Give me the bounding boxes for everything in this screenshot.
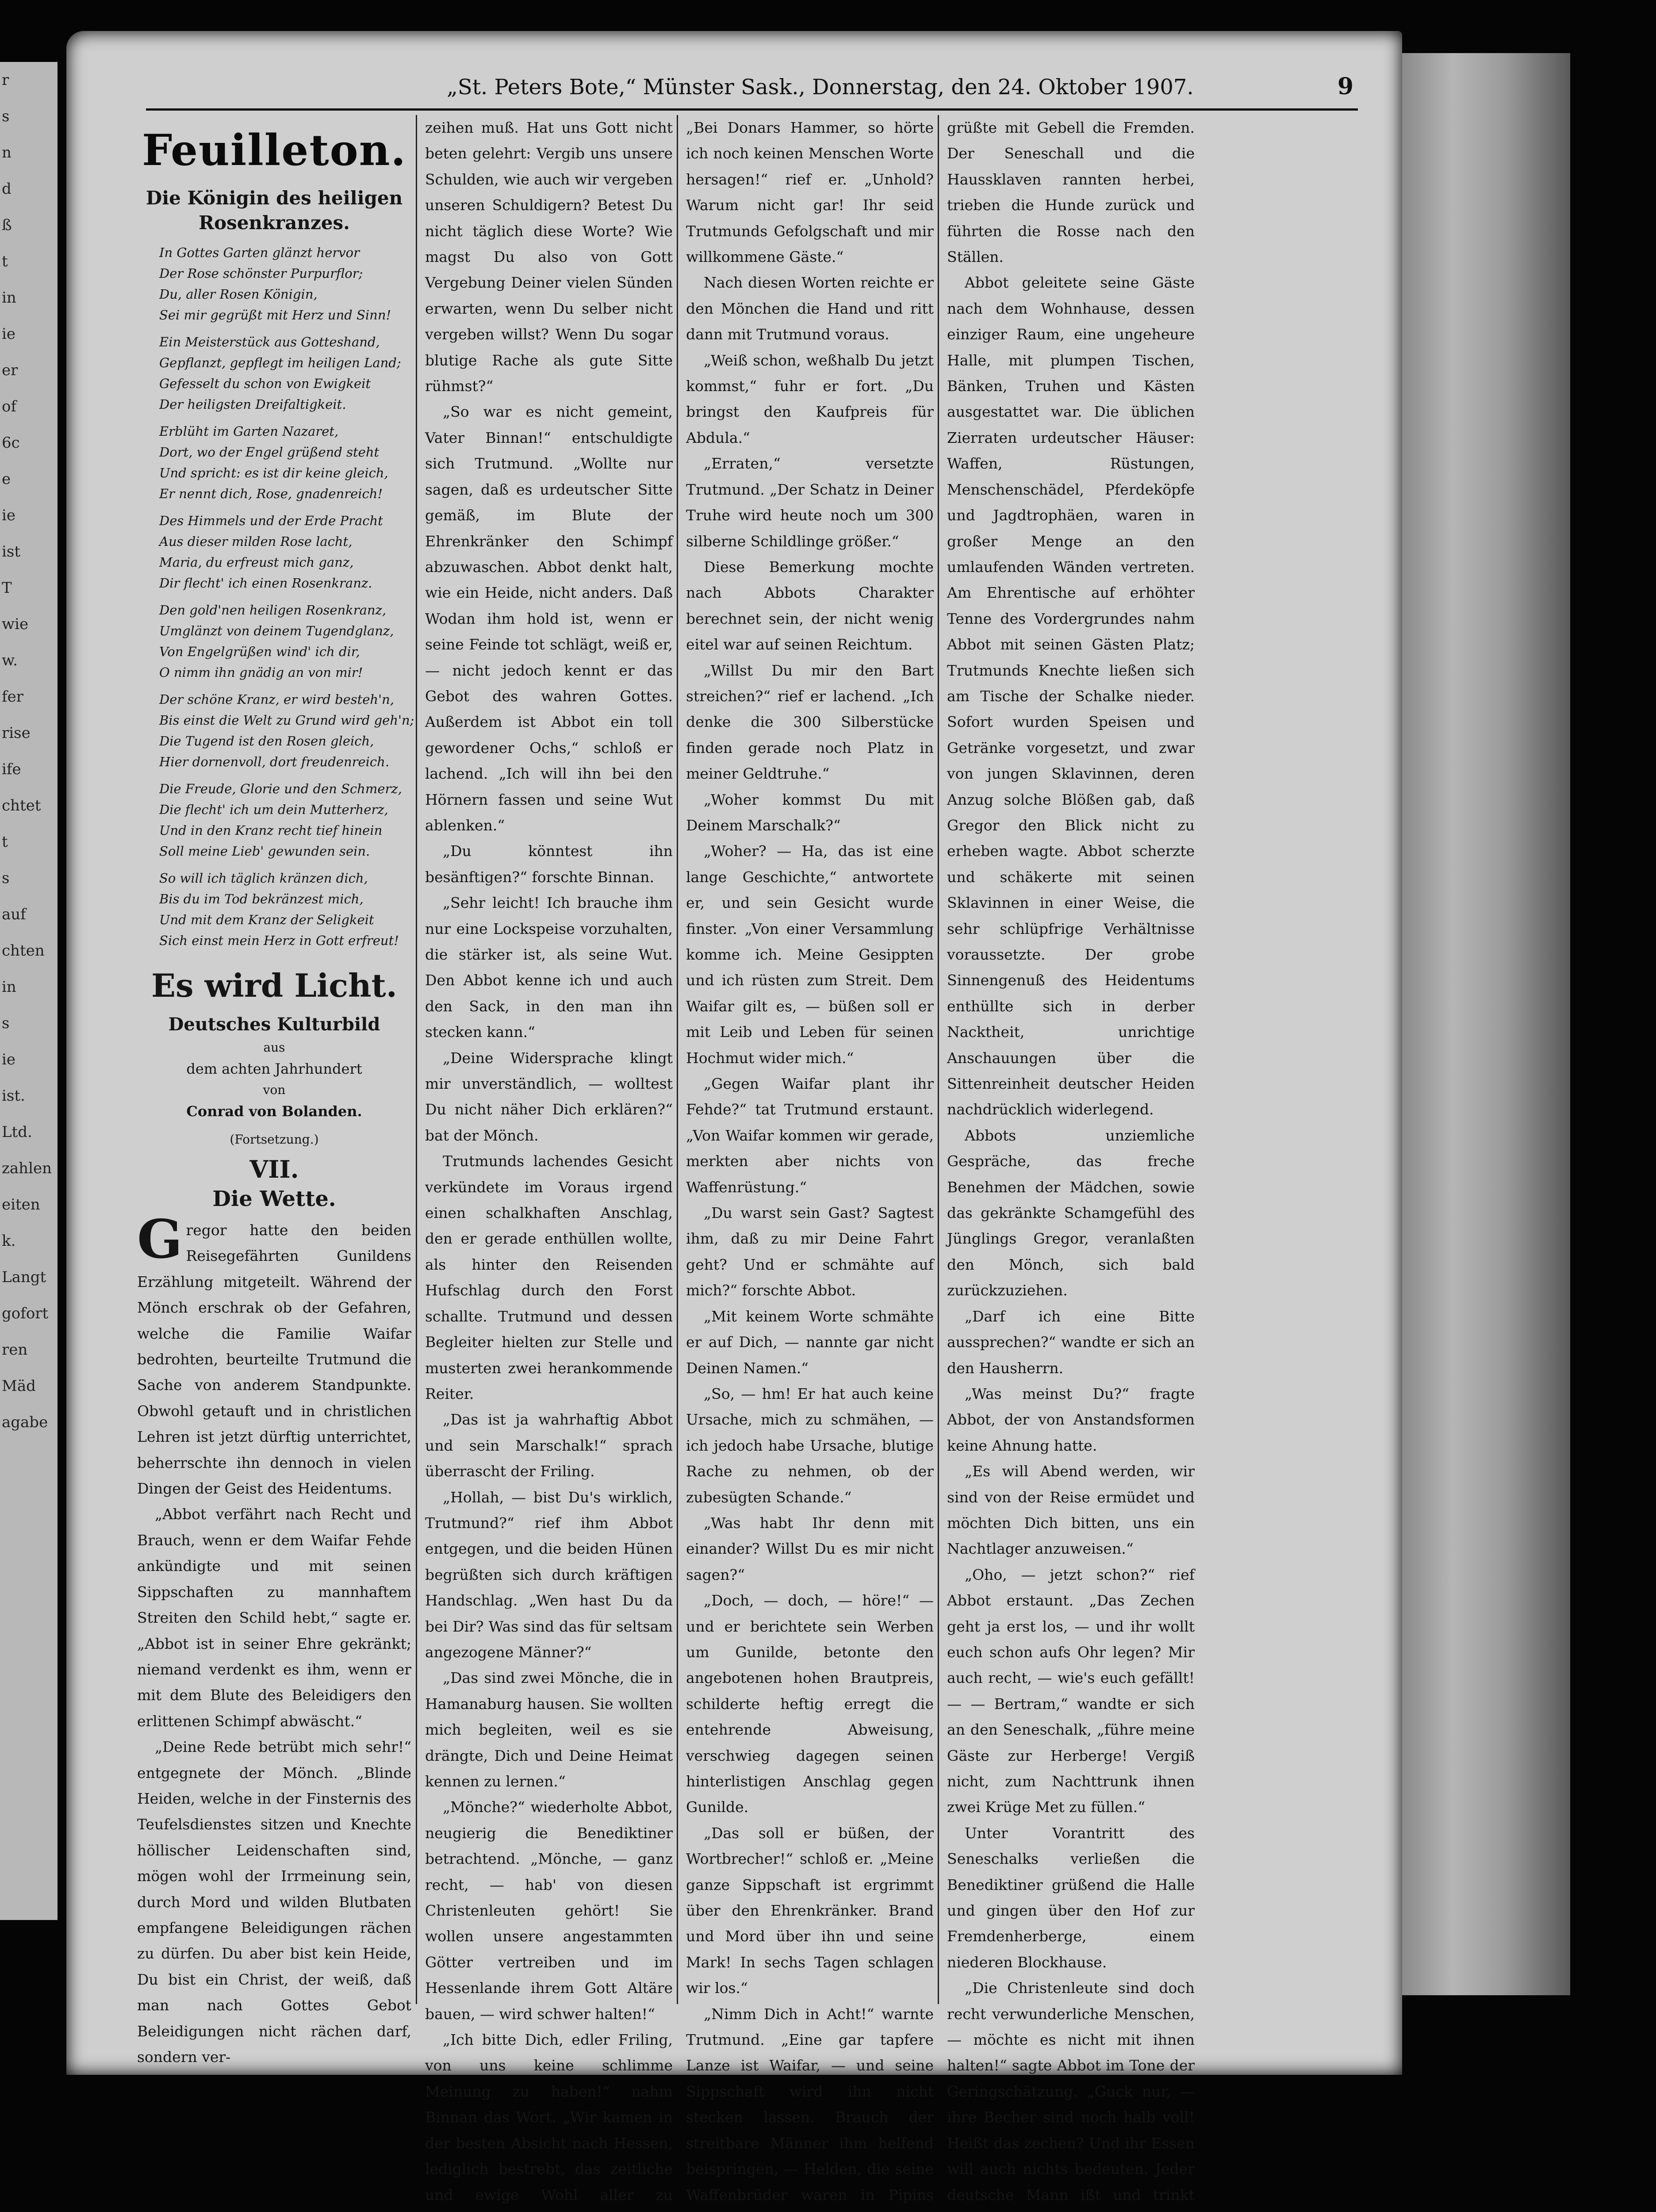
paragraph: Nach diesen Worten reichte er den Mönchen die Hand und ritt dann mit Trutmund voraus. bbox=[686, 274, 934, 343]
edge-fragment: Mäd bbox=[2, 1377, 36, 1395]
paragraph: „Woher? — Ha, das ist eine lange Geschichte,“ antwortete er, und sein Gesicht wurde finster. „Von einer Versammlung komme ich. Meine Gesippten und ich rüsten zum Streit. Dem Waifar gilt es, — büßen soll er mit Leib und Leben für seinen Hochmut wider mich.“ bbox=[686, 842, 934, 1067]
paragraph: „Deine Rede betrübt mich sehr!“ entgegnete der Mönch. „Blinde Heiden, welche in der Finsternis des Teufelsdienstes sitzen und Knechte höllischer Leidenschaften sind, mögen wohl der Irrmeinung sein, durch Mord und wilden Blutbaten empfangene Beleidigungen rächen zu dürfen. Du aber bist kein Heide, Du bist ein Christ, der weiß, daß man nach Gottes Gebot Beleidigungen nicht rächen darf, sondern ver- bbox=[137, 1738, 411, 2066]
paragraph: „Hollah, — bist Du's wirklich, Trutmund?“ rief ihm Abbot entgegen, und die beiden Hünen begrüßten sich durch kräftigen Handschlag. „Wen hast Du da bei Dir? Was sind das für seltsam angezogene Männer?“ bbox=[425, 1488, 673, 1661]
page-number: 9 bbox=[1337, 73, 1353, 100]
paragraph: „Willst Du mir den Bart streichen?“ rief er lachend. „Ich denke die 300 Silberstücke finden gerade noch Platz in meiner Geldtruhe.“ bbox=[686, 661, 934, 783]
poem-line: Und mit dem Kranz der Seligkeit bbox=[159, 912, 374, 927]
paragraph: Unter Vorantritt des Seneschalks verließen die Benediktiner grüßend die Halle und gingen über den Hof zur Fremdenherberge, einem niederen Blockhause. bbox=[947, 1824, 1195, 1971]
column-1-body bbox=[137, 1208, 411, 2070]
paragraph: „Darf ich eine Bitte aussprechen?“ wandte er sich an den Hausherrn. bbox=[947, 1307, 1195, 1377]
poem-line: Die Tugend ist den Rosen gleich, bbox=[159, 733, 374, 749]
edge-fragment: e bbox=[2, 470, 11, 488]
paragraph: zeihen muß. Hat uns Gott nicht beten gelehrt: Vergib uns unsere Schulden, wie auch wir vergeben unseren Schuldigern? Betest Du nicht täglich diese Worte? Wie magst Du also von Gott Vergebung Deiner vielen Sünden erwarten, wenn Du selber nicht vergeben willst? Wenn Du sogar blutige Rache als gute Sitte rühmst?“ bbox=[425, 119, 673, 395]
edge-fragment: of bbox=[2, 398, 17, 415]
poem-line: Sei mir gegrüßt mit Herz und Sinn! bbox=[159, 307, 391, 323]
edge-fragment: er bbox=[2, 361, 18, 379]
edge-fragment: t bbox=[2, 253, 8, 270]
feuilleton-heading: Feuilleton. bbox=[142, 125, 406, 175]
poem-line: Und in den Kranz recht tief hinein bbox=[159, 823, 383, 838]
edge-fragment: ie bbox=[2, 507, 15, 524]
chapter-number: VII. bbox=[249, 1155, 299, 1183]
poem-stanza bbox=[159, 868, 411, 951]
edge-fragment: ist bbox=[2, 543, 20, 561]
edge-fragment: wie bbox=[2, 615, 29, 633]
poem-line: Gepflanzt, gepflegt im heiligen Land; bbox=[159, 355, 401, 370]
poem-line: Umglänzt von deinem Tugendglanz, bbox=[159, 623, 394, 638]
column-2 bbox=[416, 115, 673, 2204]
poem-line: Gefesselt du schon von Ewigkeit bbox=[159, 376, 371, 391]
poem-line: Des Himmels und der Erde Pracht bbox=[159, 513, 383, 528]
poem-stanza bbox=[159, 332, 411, 415]
poem-line: Den gold'nen heiligen Rosenkranz, bbox=[159, 603, 387, 618]
poem-line: Die Freude, Glorie und den Schmerz, bbox=[159, 781, 402, 796]
paragraph: Diese Bemerkung mochte nach Abbots Charakter berechnet sein, der nicht wenig eitel war auf seinen Reichtum. bbox=[686, 558, 934, 653]
page-header bbox=[146, 69, 1358, 111]
poem-line: Der heiligsten Dreifaltigkeit. bbox=[159, 397, 346, 412]
poem-stanza bbox=[159, 600, 411, 683]
story-author: Conrad von Bolanden. bbox=[186, 1103, 362, 1120]
poem-line: O nimm ihn gnädig an von mir! bbox=[159, 665, 363, 680]
edge-fragment: fer bbox=[2, 688, 23, 706]
previous-page-edge bbox=[0, 62, 58, 1920]
paragraph: „So, — hm! Er hat auch keine Ursache, mich zu schmähen, — ich jedoch habe Ursache, blutige Rache zu nehmen, ob der zubesügten Schande.“ bbox=[686, 1385, 934, 1506]
edge-fragment: Langt bbox=[2, 1268, 46, 1286]
story-von: von bbox=[263, 1083, 286, 1097]
paragraph: „Deine Widersprache klingt mir unverständlich, — wolltest Du nicht näher Dich erklären?“ bat der Mönch. bbox=[425, 1049, 673, 1144]
poem-line: Ein Meisterstück aus Gotteshand, bbox=[159, 334, 380, 349]
poem-line: Soll meine Lieb' gewunden sein. bbox=[159, 844, 370, 859]
paragraph: „Sehr leicht! Ich brauche ihm nur eine Lockspeise vorzuhalten, die stärker ist, als seine Wut. Den Abbot kenne ich und auch den Sack, in den man ihn stecken kann.“ bbox=[425, 894, 673, 1041]
paragraph: „Das ist ja wahrhaftig Abbot und sein Marschalk!“ sprach überrascht der Friling. bbox=[425, 1411, 673, 1480]
paragraph: Trutmunds lachendes Gesicht verkündete im Voraus irgend einen schalkhaften Anschlag, den er gerade enthüllen wollte, als hinter den Reisenden Hufschlag durch den Forst schallte. Trutmund und dessen Begleiter hielten zur Stelle und musterten zwei herankommende Reiter. bbox=[425, 1152, 673, 1402]
edge-fragment: 6c bbox=[2, 434, 20, 452]
paragraph: „Das soll er büßen, der Wortbrecher!“ schloß er. „Meine ganze Sippschaft ist ergrimmt über den Ehrenkränker. Brand und Mord über ihn und seine Mark! In sechs Tagen schlagen wir los.“ bbox=[686, 1824, 934, 1997]
poem-stanza bbox=[159, 779, 411, 862]
edge-fragment: chten bbox=[2, 942, 45, 960]
paragraph: „Du könntest ihn besänftigen?“ forschte Binnan. bbox=[425, 842, 673, 886]
poem-line: Die flecht' ich um dein Mutterherz, bbox=[159, 802, 388, 817]
poem-line: Der Rose schönster Purpurflor; bbox=[159, 266, 363, 281]
edge-fragment: eiten bbox=[2, 1196, 40, 1214]
column-3 bbox=[677, 115, 934, 2204]
edge-fragment: ren bbox=[2, 1341, 28, 1359]
story-subtitle: Deutsches Kulturbild bbox=[168, 1014, 380, 1035]
newspaper-page bbox=[66, 31, 1402, 2204]
story-aus: aus bbox=[263, 1040, 285, 1055]
paragraph: „Mit keinem Worte schmähte er auf Dich, — nannte gar nicht Deinen Namen.“ bbox=[686, 1307, 934, 1377]
dropcap: G bbox=[137, 1208, 183, 1271]
poem-line: Der schöne Kranz, er wird besteh'n, bbox=[159, 692, 394, 707]
paragraph: „Ich bitte Dich, edler Friling, von uns keine schlimme Meinung zu haben!“ nahm Binnan das Wort. „Wir kamen in der besten Absicht nach Hessen, lediglich bestrebt, das zeitliche und ewige Wohl aller zu bbox=[425, 2031, 673, 2204]
chapter-title: Die Wette. bbox=[212, 1187, 336, 1211]
poem-line: Bis einst die Welt zu Grund wird geh'n; bbox=[159, 713, 414, 728]
poem bbox=[137, 242, 414, 951]
poem-line: In Gottes Garten glänzt hervor bbox=[159, 245, 360, 260]
paragraph: Gregor hatte den beiden Reisegefährten Gunildens Erzählung mitgeteilt. Während der Mönch erschrak ob der Gefahren, welche die Familie Waifar bedrohten, beurteilte Trutmund die Sache von anderem Standpunkte. Obwohl getauft und in christlichen Lehren ist jetzt dürftig unterrichtet, beherrschte ihn dennoch in vielen Dingen der Geist des Heidentums. bbox=[137, 1208, 411, 1498]
edge-fragment: Ltd. bbox=[2, 1123, 32, 1141]
paragraph: „Die Christenleute sind doch recht verwunderliche Menschen, — möchte es nicht mit ihnen halten!“ sagte Abbot im Tone der Geringschätzung. „Guck nur, — ihre Becher sind noch halb voll! Heißt das zechen? Und ihr Essen will auch nichts bedeuten. Jeder deutsche Mann ißt und trinkt bbox=[947, 1979, 1195, 2204]
paragraph: „Weiß schon, weßhalb Du jetzt kommst,“ fuhr er fort. „Du bringst den Kaufpreis für Abdula.“ bbox=[686, 351, 934, 446]
paragraph: „Das sind zwei Mönche, die in Hamanaburg hausen. Sie wollten mich begleiten, weil es sie drängte, Dich und Deine Heimat kennen zu lernen.“ bbox=[425, 1669, 673, 1790]
poem-line: Maria, du erfreust mich ganz, bbox=[159, 555, 354, 570]
poem-line: Erblüht im Garten Nazaret, bbox=[159, 424, 339, 439]
edge-fragment: ie bbox=[2, 1051, 15, 1068]
paragraph: „Es will Abend werden, wir sind von der Reise ermüdet und möchten Dich bitten, uns ein Nachtlager anzuweisen.“ bbox=[947, 1463, 1195, 1558]
edge-fragment: T bbox=[2, 579, 12, 597]
poem-line: Bis du im Tod bekränzest mich, bbox=[159, 891, 364, 906]
poem-line: Von Engelgrüßen wind' ich dir, bbox=[159, 644, 360, 659]
poem-line: Und spricht: es ist dir keine gleich, bbox=[159, 465, 388, 480]
paragraph: Abbot geleitete seine Gäste nach dem Wohnhause, dessen einziger Raum, eine ungeheure Halle, mit plumpen Tischen, Bänken, Truhen und Kästen ausgestattet war. Die üblichen Zierraten urdeutscher Häuser: Waffen, Rüstungen, Menschenschädel, Pferdeköpfe und Jagdtrophäen, waren in großer Menge an den umlaufenden Wänden vertreten. Am Ehrentische auf erhöhter Tenne des Vordergrundes nahm Abbot mit seinen Gästen Platz; Trutmunds Knechte ließen sich am Tische der Schalke nieder. Sofort wurden Speisen und Getränke vorgesetzt, und zwar von jungen Sklavinnen, deren Anzug solche Blößen gab, daß Gregor den Blick nicht zu erheben wagte. Abbot scherzte und schäkerte mit seinen Sklavinnen in einer Weise, die sehr schlüpfrige Verhältnisse voraussetzte. Der grobe Sinnengenuß des Heidentums enthüllte sich in derber Nacktheit, unrichtige Anschauungen über die Sittenreinheit deutscher Heiden nachdrücklich widerlegend. bbox=[947, 274, 1195, 1118]
poem-title: Die Königin des heiligen Rosenkranzes. bbox=[146, 187, 403, 234]
poem-line: Er nennt dich, Rose, gnadenreich! bbox=[159, 486, 383, 501]
edge-fragment: in bbox=[2, 289, 16, 307]
edge-fragment: agabe bbox=[2, 1413, 48, 1431]
paragraph: „Nimm Dich in Acht!“ warnte Trutmund. „Eine gar tapfere Lanze ist Waifar, — und seine Sippschaft wird ihn nicht stecken lassen. Brauch der streitbare Männer ihm helfend beispringen, — Helden, die seine Waffenbrüder waren in Pipins bbox=[686, 2005, 934, 2204]
edge-fragment: in bbox=[2, 978, 16, 996]
edge-fragment: ife bbox=[2, 760, 21, 778]
edge-fragment: zahlen bbox=[2, 1160, 52, 1177]
edge-fragment: t bbox=[2, 833, 8, 851]
continuation-note: (Fortsetzung.) bbox=[230, 1132, 319, 1147]
poem-line: Du, aller Rosen Königin, bbox=[159, 287, 318, 302]
edge-fragment: n bbox=[2, 144, 12, 161]
edge-fragment: s bbox=[2, 108, 10, 125]
book-binding bbox=[1402, 53, 1570, 1995]
edge-fragment: k. bbox=[2, 1232, 16, 1250]
edge-fragment: ie bbox=[2, 325, 15, 343]
edge-fragment: rise bbox=[2, 724, 31, 742]
paragraph: „Mönche?“ wiederholte Abbot, neugierig die Benediktiner betrachtend. „Mönche, — ganz recht, — hab' von diesen Christenleuten gehört! Sie wollen unsere angestammten Götter vertreiben und im Hessenlande ihrem Gott Altäre bauen, — wird schwer halten!“ bbox=[425, 1798, 673, 2023]
edge-fragment: s bbox=[2, 1014, 10, 1032]
paragraph: Abbots unziemliche Gespräche, das freche Benehmen der Mädchen, sowie das gekränkte Schamgefühl des Jünglings Gregor, veranlaßten den Mönch, sich bald zurückzuziehen. bbox=[947, 1126, 1195, 1299]
paragraph: „Was meinst Du?“ fragte Abbot, der von Anstandsformen keine Ahnung hatte. bbox=[947, 1385, 1195, 1454]
edge-fragment: ß bbox=[2, 216, 12, 234]
edge-fragment: ist. bbox=[2, 1087, 25, 1105]
paragraph: „Oho, — jetzt schon?“ rief Abbot erstaunt. „Das Zechen geht ja erst los, — und ihr wollt euch schon aufs Ohr legen? Mir auch recht, — wie's euch gefällt! — — Bertram,“ wandte er sich an den Seneschalk, „führe meine Gäste zur Herberge! Vergiß nicht, zum Nachttrunk ihnen zwei Krüge Met zu füllen.“ bbox=[947, 1566, 1195, 1816]
column-1 bbox=[137, 115, 414, 2066]
paragraph: „So war es nicht gemeint, Vater Binnan!“ entschuldigte sich Trutmund. „Wollte nur sagen, daß es urdeutscher Sitte gemäß, im Blute der Ehrenkränker den Schimpf abzuwaschen. Abbot denkt halt, wie ein Heide, nicht anders. Daß Wodan ihm hold ist, wenn er seine Feinde tot schlägt, weiß er, — nicht jedoch kennt er das Gebot des wahren Gottes. Außerdem ist Abbot ein toll gewordener Ochs,“ schloß er lachend. „Ich will ihn bei den Hörnern fassen und seine Wut ablenken.“ bbox=[425, 403, 673, 834]
poem-line: Dort, wo der Engel grüßend steht bbox=[159, 445, 380, 460]
edge-fragment: w. bbox=[2, 652, 18, 669]
poem-line: So will ich täglich kränzen dich, bbox=[159, 871, 368, 886]
paragraph: „Gegen Waifar plant ihr Fehde?“ tat Trutmund erstaunt. „Von Waifar kommen wir gerade, merkten aber nichts von Waffenrüstung.“ bbox=[686, 1075, 934, 1196]
edge-fragment: s bbox=[2, 869, 10, 887]
poem-line: Hier dornenvoll, dort freudenreich. bbox=[159, 754, 390, 769]
paragraph: „Was habt Ihr denn mit einander? Willst Du es mir nicht sagen?“ bbox=[686, 1514, 934, 1583]
paragraph: „Doch, — doch, — höre!“ — und er berichtete sein Werben um Gunilde, betonte den angebotenen hohen Brautpreis, schilderte heftig erregt die entehrende Abweisung, verschwieg dagegen seinen hinterlistigen Anschlag gegen Gunilde. bbox=[686, 1592, 934, 1816]
poem-stanza bbox=[159, 511, 411, 594]
edge-fragment: r bbox=[2, 71, 9, 89]
edge-fragment: gofort bbox=[2, 1305, 49, 1322]
poem-stanza bbox=[159, 421, 411, 504]
paragraph: „Erraten,“ versetzte Trutmund. „Der Schatz in Deiner Truhe wird heute noch um 300 silberne Schildlinge größer.“ bbox=[686, 455, 934, 550]
column-4 bbox=[938, 115, 1195, 2204]
poem-line: Aus dieser milden Rose lacht, bbox=[159, 534, 353, 549]
poem-stanza bbox=[159, 689, 414, 772]
paragraph: „Du warst sein Gast? Sagtest ihm, daß zu mir Deine Fahrt geht? Und er schmähte auf mich?“ forschte Abbot. bbox=[686, 1204, 934, 1299]
edge-fragment: d bbox=[2, 180, 12, 198]
story-century: dem achten Jahrhundert bbox=[186, 1060, 362, 1077]
poem-line: Sich einst mein Herz in Gott erfreut! bbox=[159, 933, 399, 948]
story-title: Es wird Licht. bbox=[151, 967, 397, 1004]
edge-fragment: auf bbox=[2, 906, 26, 923]
paragraph: grüßte mit Gebell die Fremden. Der Seneschall und die Haussklaven rannten herbei, trieben die Hunde zurück und führten die Rosse nach den Ställen. bbox=[947, 119, 1195, 266]
paragraph: „Bei Donars Hammer, so hörte ich noch keinen Menschen Worte hersagen!“ rief er. „Unhold? Warum nicht gar! Ihr seid Trutmunds Gefolgschaft und mir willkommene Gäste.“ bbox=[686, 119, 934, 266]
edge-fragment: chtet bbox=[2, 797, 41, 814]
paragraph: „Woher kommst Du mit Deinem Marschalk?“ bbox=[686, 791, 934, 834]
masthead-line: „St. Peters Bote,“ Münster Sask., Donnerstag, den 24. Oktober 1907. bbox=[447, 75, 1194, 100]
poem-stanza bbox=[159, 242, 411, 326]
poem-line: Dir flecht' ich einen Rosenkranz. bbox=[159, 576, 372, 591]
paragraph: „Abbot verfährt nach Recht und Brauch, wenn er dem Waifar Fehde ankündigte und mit seinen Sippschaften zu mannhaftem Streiten den Schild hebt,“ sagte er. „Abbot ist in seiner Ehre gekränkt; niemand verdenkt es ihm, wenn er mit dem Blute des Beleidigers den erlittenen Schimpf abwäscht.“ bbox=[137, 1505, 411, 1730]
